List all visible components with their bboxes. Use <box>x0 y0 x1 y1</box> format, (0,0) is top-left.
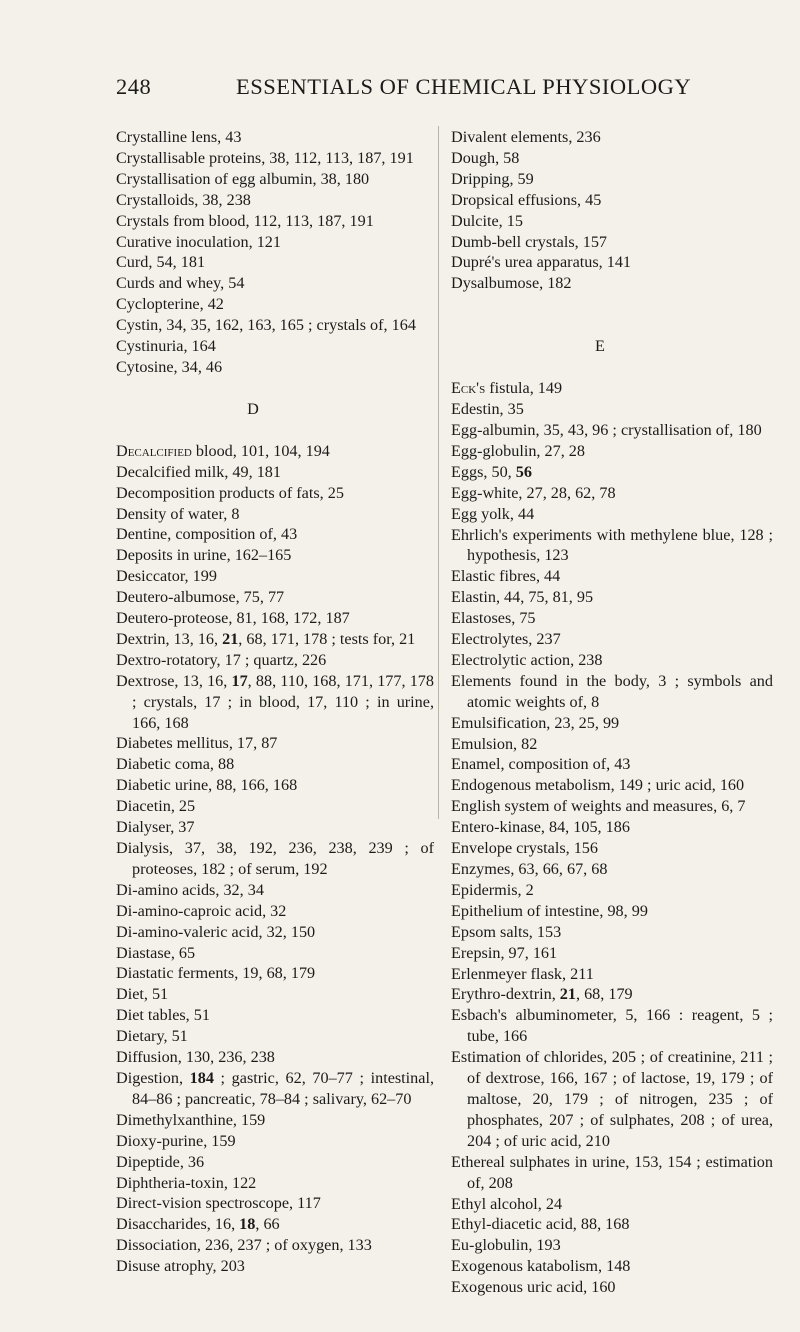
entries-e3 <box>451 1005 773 1298</box>
index-entry: Emulsification, 23, 25, 99 <box>451 713 620 732</box>
index-entry: Crystallisation of egg albumin, 38, 180 <box>116 169 370 188</box>
entry-text: , 68, 179 <box>575 985 633 1004</box>
index-column-left <box>116 127 434 1277</box>
index-entry: Estimation of chlorides, 205 ; of creatinine, 211 ; of dextrose, 166, 167 ; of lactose, 19, 179 ; of maltose, 20, 179 ; of nitrogen, 235 ; of phosphates, 207 ; of sulphates, 208 ; of urea, 204 ; of uric acid, 210 <box>451 1048 773 1150</box>
index-entry: Density of water, 8 <box>116 504 240 523</box>
index-entry: Elastoses, 75 <box>451 609 536 628</box>
entry-text: Eggs, 50, <box>451 462 516 481</box>
index-entry: Edestin, 35 <box>451 400 524 419</box>
index-entry: Eu-globulin, 193 <box>451 1236 561 1255</box>
index-entry: English system of weights and measures, 6, 7 <box>451 797 746 816</box>
index-entry: Diffusion, 130, 236, 238 <box>116 1048 275 1067</box>
index-entry <box>116 671 434 734</box>
entries-e1 <box>451 399 773 462</box>
entries-d-cont <box>451 127 773 294</box>
section-gap <box>116 378 434 399</box>
section-letter-e: E <box>595 337 605 356</box>
entries-e2 <box>451 483 773 985</box>
entry-text: Dextrin, 13, 16, <box>116 629 223 648</box>
index-entry: Dripping, 59 <box>451 169 534 188</box>
index-entry: Dietary, 51 <box>116 1027 188 1046</box>
index-entry <box>451 462 773 483</box>
index-entry: Exogenous katabolism, 148 <box>451 1257 631 1276</box>
index-entry: Diacetin, 25 <box>116 797 196 816</box>
index-entry: Crystalloids, 38, 238 <box>116 190 251 209</box>
index-entry: Curds and whey, 54 <box>116 274 245 293</box>
index-entry: Diet, 51 <box>116 985 169 1004</box>
index-entry: Dulcite, 15 <box>451 211 523 230</box>
index-entry: Enzymes, 63, 66, 67, 68 <box>451 860 608 878</box>
index-entry: Elastin, 44, 75, 81, 95 <box>451 588 594 607</box>
index-entry: Cystinuria, 164 <box>116 337 216 356</box>
entry-rest: fistula, 149 <box>485 379 563 398</box>
index-entry: Esbach's albuminometer, 5, 166 : reagent, 5 ; tube, 166 <box>451 1006 773 1046</box>
index-entry: Desiccator, 199 <box>116 567 217 586</box>
bold-page-number: 17 <box>231 671 248 690</box>
index-entry: Deposits in urine, 162–165 <box>116 546 292 565</box>
index-entry: Diabetes mellitus, 17, 87 <box>116 734 278 753</box>
section-gap <box>116 420 434 441</box>
index-entry: Dioxy-purine, 159 <box>116 1131 236 1150</box>
index-entry: Curd, 54, 181 <box>116 253 206 272</box>
index-entry: Dimethylxanthine, 159 <box>116 1110 266 1129</box>
index-entry: Ehrlich's experiments with methylene blue, 128 ; hypothesis, 123 <box>451 525 773 565</box>
index-entry: Dupré's urea apparatus, 141 <box>451 253 632 272</box>
index-entry: Exogenous uric acid, 160 <box>451 1278 616 1297</box>
index-entry: Di-amino acids, 32, 34 <box>116 880 264 899</box>
index-entry: Ethyl alcohol, 24 <box>451 1194 563 1213</box>
index-entry: Decalcified milk, 49, 181 <box>116 462 281 481</box>
index-entry: Ethereal sulphates in urine, 153, 154 ; estimation of, 208 <box>451 1152 773 1192</box>
index-entry: Egg-white, 27, 28, 62, 78 <box>451 483 616 502</box>
index-entry: Dough, 58 <box>451 148 520 167</box>
index-entry: Electrolytic action, 238 <box>451 650 603 669</box>
index-entry: Dialysis, 37, 38, 192, 236, 238, 239 ; of proteoses, 182 ; of serum, 192 <box>116 839 434 878</box>
index-entry: Di-amino-valeric acid, 32, 150 <box>116 922 316 941</box>
index-entry <box>451 984 773 1005</box>
index-entry <box>116 441 434 462</box>
section-letter-d: D <box>247 399 259 418</box>
index-entry: Entero-kinase, 84, 105, 186 <box>451 818 630 837</box>
index-entry: Crystalline lens, 43 <box>116 128 242 146</box>
index-entry: Diabetic coma, 88 <box>116 755 235 774</box>
section-gap <box>451 357 773 378</box>
index-entry: Dialyser, 37 <box>116 818 195 837</box>
index-entry: Dextro-rotatory, 17 ; quartz, 226 <box>116 650 327 669</box>
index-entry: Deutero-albumose, 75, 77 <box>116 588 285 607</box>
entry-text: ; gastric, 62, 70–77 ; intestinal, 84–86 ; pancreatic, 78–84 ; salivary, 62–70 <box>132 1068 434 1108</box>
entry-text: , 88, 110, 168, 171, 177, 178 ; crystals, 17 ; in blood, 17, 110 ; in urine, 166, 168 <box>132 671 434 732</box>
index-entry: Erlenmeyer flask, 211 <box>451 964 594 983</box>
entry-head-smallcaps: Eck's <box>451 379 486 398</box>
index-entry: Dentine, composition of, 43 <box>116 525 298 544</box>
index-entry: Epithelium of intestine, 98, 99 <box>451 901 648 920</box>
bold-page-number: 18 <box>239 1215 256 1234</box>
index-entry: Dumb-bell crystals, 157 <box>451 232 608 251</box>
entry-head-smallcaps: Decalcified <box>116 441 192 460</box>
index-entry: Electrolytes, 237 <box>451 630 561 649</box>
bold-page-number: 21 <box>559 985 576 1004</box>
index-entry: Dropsical effusions, 45 <box>451 190 602 209</box>
index-entry: Elements found in the body, 3 ; symbols and atomic weights of, 8 <box>451 671 773 711</box>
column-divider <box>438 126 439 819</box>
index-entry: Diastatic ferments, 19, 68, 179 <box>116 964 316 983</box>
index-entry: Diastase, 65 <box>116 943 196 962</box>
entry-text: , 66 <box>255 1215 280 1234</box>
index-entry: Cystin, 34, 35, 162, 163, 165 ; crystals of, 164 <box>116 316 416 335</box>
entries-c <box>116 127 434 378</box>
index-entry: Dysalbumose, 182 <box>451 274 572 293</box>
entry-text: Disaccharides, 16, <box>116 1215 240 1234</box>
index-entry: Enamel, composition of, 43 <box>451 755 631 774</box>
index-entry: Di-amino-caproic acid, 32 <box>116 901 287 920</box>
index-entry: Curative inoculation, 121 <box>116 232 281 251</box>
index-entry: Ethyl-diacetic acid, 88, 168 <box>451 1215 630 1234</box>
index-column-right <box>451 127 773 1298</box>
entries-d <box>116 462 434 629</box>
index-entry: Disuse atrophy, 203 <box>116 1257 245 1276</box>
index-entry: Diabetic urine, 88, 166, 168 <box>116 776 298 795</box>
entries-d4 <box>116 1235 434 1277</box>
index-entry: Endogenous metabolism, 149 ; uric acid, 160 <box>451 776 745 795</box>
index-entry: Cytosine, 34, 46 <box>116 357 223 376</box>
index-entry: Crystallisable proteins, 38, 112, 113, 187, 191 <box>116 148 414 167</box>
index-entry: Egg-globulin, 27, 28 <box>451 441 585 460</box>
index-entry: Epsom salts, 153 <box>451 922 562 941</box>
index-entry: Emulsion, 82 <box>451 734 538 753</box>
index-entry <box>116 1068 434 1110</box>
section-gap <box>451 315 773 336</box>
index-entry: Elastic fibres, 44 <box>451 567 561 586</box>
index-entry: Dissociation, 236, 237 ; of oxygen, 133 <box>116 1236 372 1255</box>
index-entry: Divalent elements, 236 <box>451 128 601 146</box>
index-entry <box>116 1214 434 1235</box>
entry-text: Erythro-dextrin, <box>451 985 560 1004</box>
index-entry: Diphtheria-toxin, 122 <box>116 1173 257 1192</box>
index-entry: Cyclopterine, 42 <box>116 295 224 314</box>
index-entry: Crystals from blood, 112, 113, 187, 191 <box>116 211 374 230</box>
index-entry: Dipeptide, 36 <box>116 1152 205 1171</box>
entries-d2 <box>116 733 434 1068</box>
index-entry: Envelope crystals, 156 <box>451 839 598 858</box>
page-header <box>116 74 692 104</box>
page-number: 248 <box>116 74 152 99</box>
entry-text: Dextrose, 13, 16, <box>116 671 232 690</box>
entries-d3 <box>116 1110 434 1215</box>
entry-text: Digestion, <box>116 1068 190 1087</box>
index-entry: Egg-albumin, 35, 43, 96 ; crystallisation of, 180 <box>451 420 762 439</box>
bold-page-number: 184 <box>189 1068 214 1087</box>
index-entry: Direct-vision spectroscope, 117 <box>116 1194 321 1213</box>
entry-text: , 68, 171, 178 ; tests for, 21 <box>238 629 416 648</box>
index-entry <box>451 378 773 399</box>
index-entry: Decomposition products of fats, 25 <box>116 483 344 502</box>
bold-page-number: 56 <box>515 462 532 481</box>
section-gap <box>451 294 773 315</box>
index-entry: Deutero-proteose, 81, 168, 172, 187 <box>116 609 350 628</box>
index-entry: Diet tables, 51 <box>116 1006 210 1025</box>
index-entry: Erepsin, 97, 161 <box>451 943 558 962</box>
index-entry <box>116 629 434 650</box>
index-entry: Egg yolk, 44 <box>451 504 535 523</box>
bold-page-number: 21 <box>222 629 239 648</box>
running-title: ESSENTIALS OF CHEMICAL PHYSIOLOGY <box>236 74 692 99</box>
index-entry: Epidermis, 2 <box>451 880 534 899</box>
entry-rest: blood, 101, 104, 194 <box>191 441 330 460</box>
